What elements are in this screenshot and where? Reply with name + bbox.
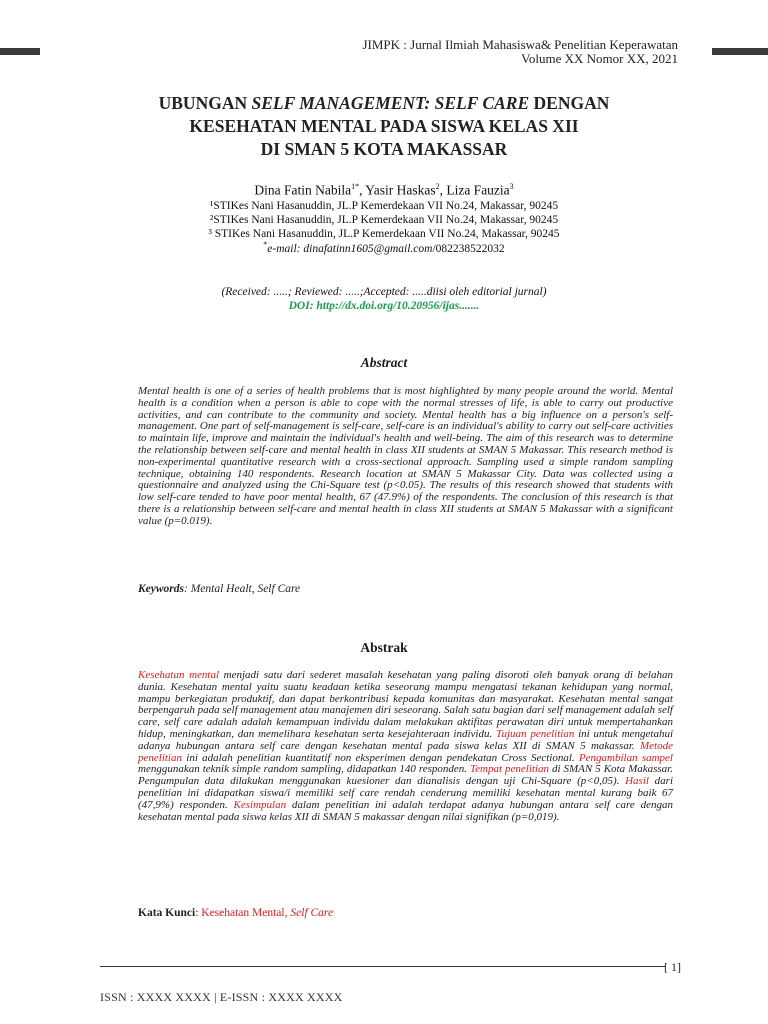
email-address: e-mail: dinafatinn1605@gmail.com — [267, 242, 433, 255]
title-line-1-end: DENGAN — [529, 93, 610, 113]
keywords-value: : Mental Healt, Self Care — [184, 583, 301, 595]
title-line-1-italic: SELF MANAGEMENT: SELF CARE — [251, 93, 530, 113]
title-line-2: KESEHATAN MENTAL PADA SISWA KELAS XII — [189, 116, 579, 136]
abstrak-body — [138, 670, 673, 823]
doi-link[interactable]: DOI: http://dx.doi.org/10.20956/ijas....... — [288, 300, 480, 312]
email-sup: * — [263, 240, 268, 249]
keywords-label: Keywords — [138, 583, 184, 595]
highlight-pengambilan-sampel: Pengambilan sampel — [578, 751, 673, 764]
abstrak-text-1: menjadi satu dari sederet masalah kesehatan yang paling disoroti oleh banyak orang di belahan dunia. Kesehatan mental yaitu suatu keadaan ketika seseorang mampu mengatasi tekanan kehidupan yang normal, mampu berkegiatan produktif, dan dapat berkontribusi kepada komunitas dan masyarakat. Kesehatan mental sangat berpengaruh pada self management atau manajemen diri seseorang. Salah satu bagian dari self management adalah self care, self care adalah adalah kemampuan individu dalam melakukan aktifitas perawatan diri untuk mempertahankan hidup, meningkatkan, dan memelihara kesehatan serta kesejahteraan individu. — [138, 669, 673, 740]
journal-name: JIMPK : Jurnal Ilmiah Mahasiswa& Penelitian Keperawatan — [362, 37, 678, 52]
highlight-tujuan-penelitian: Tujuan penelitian — [495, 727, 575, 740]
highlight-metode-penelitian: Metode penelitian — [138, 739, 673, 764]
author-list — [100, 182, 668, 199]
abstrak-text-6: dari penelitian ini didapatkan siswa/i memiliki self care rendah cenderung memiliki kesehatan mental kurang baik 67 (47,9%) responden. — [138, 775, 673, 811]
abstrak-heading: Abstrak — [360, 640, 408, 655]
abstrak-text-3: ini adalah penelitian kuantitatif non eksperimen dengan pendekatan Cross Sectional. — [182, 751, 579, 764]
kata-kunci-value: Kesehatan Mental, — [201, 907, 291, 919]
abstrak-text-4: menggunakan teknik simple random sampling, didapatkan 140 responden. — [138, 763, 471, 776]
author-2-sup: 2 — [435, 182, 440, 191]
footer-rule — [100, 966, 666, 967]
received-dates: (Received: .....; Reviewed: .....;Accepted: .....diisi oleh editorial jurnal) — [221, 286, 547, 298]
abstrak-text-7: dalam penelitian ini adalah terdapat adanya hubungan antara self care dengan kesehatan mental pada siswa kelas XII di SMAN 5 makassar dengan nilai signifikan (p=0,019). — [138, 798, 673, 823]
affiliation-3: ³ STIKes Nani Hasanuddin, JL.P Kemerdekaan VII No.24, Makassar, 90245 — [208, 228, 560, 240]
author-1: Dina Fatin Nabila — [254, 182, 352, 198]
author-2: , Yasir Haskas — [359, 182, 436, 198]
abstrak-text-2: ini untuk mengetahui adanya hubungan antara self care dengan kesehatan mental pada siswa kelas XII di SMAN 5 makassar. — [138, 727, 674, 752]
journal-volume: Volume XX Nomor XX, 2021 — [521, 51, 678, 66]
kata-kunci-value-italic: Self Care — [290, 907, 334, 919]
header-bar-left — [0, 48, 40, 55]
kata-kunci-label: Kata Kunci — [138, 907, 196, 919]
title-line-1-start: UBUNGAN — [158, 93, 252, 113]
title-line-3: DI SMAN 5 KOTA MAKASSAR — [260, 139, 508, 159]
abstract-body: Mental health is one of a series of health problems that is most highlighted by many people around the world. Mental health is a condition when a person is able to cope with the normal stresses of life, is able to carry out productive activities, and can contribute to the community and society. Mental health has a big influence on a person's self-management. One part of self-management is self-care, self-care is an individual's ability to carry out self-care activities to maintain life, improve and maintain the individual's health and well-being. The aim of this research was to determine the relationship between self-care and mental health in class XII students at SMAN 5 Makassar. This research method is non-experimental quantitative research with a cross-sectional approach. Sampling used a simple random sampling technique, obtaining 140 respondents. Research location at SMAN 5 Makassar City. Data was collected using a questionnaire and analyzed using the Chi-Square test (p<0.05). The results of this research showed that students with low self-care tended to have poor mental health, 67 (47.9%) of the respondents. The conclusion of this research is that there is a relationship between self-care and mental health in class XII students at SMAN 5 Makassar with a significant value (p=0.019). — [138, 385, 673, 527]
affiliation-2: ²STIKes Nani Hasanuddin, JL.P Kemerdekaan VII No.24, Makassar, 90245 — [209, 214, 559, 226]
abstrak-text-5: di SMAN 5 Kota Makassar. Pengumpulan data dilakukan menggunakan kuesioner dan dianalisis dengan uji Chi-Square (p<0,05). — [138, 763, 673, 788]
title-line-1 — [100, 92, 668, 115]
page-number: [ 1] — [664, 960, 681, 974]
abstract-keywords — [138, 583, 300, 595]
affiliation-1: ¹STIKes Nani Hasanuddin, JL.P Kemerdekaan VII No.24, Makassar, 90245 — [209, 200, 559, 212]
highlight-tempat-penelitian: Tempat penelitian — [470, 763, 549, 776]
journal-header — [362, 38, 678, 66]
abstract-heading: Abstract — [360, 355, 408, 370]
contact-email — [100, 240, 668, 255]
author-1-sup: 1* — [351, 182, 360, 191]
kata-kunci-colon: : — [195, 907, 202, 919]
highlight-kesimpulan: Kesimpulan — [233, 798, 287, 811]
kata-kunci — [138, 907, 333, 919]
email-phone: /082238522032 — [432, 242, 505, 255]
header-bar-right — [712, 48, 768, 55]
highlight-hasil: Hasil — [625, 775, 649, 788]
highlight-kesehatan-mental: Kesehatan mental — [138, 669, 220, 681]
issn-footer: ISSN : XXXX XXXX | E-ISSN : XXXX XXXX — [100, 990, 343, 1004]
author-3: , Liza Fauzia — [439, 182, 510, 198]
author-3-sup: 3 — [509, 182, 514, 191]
paper-title — [100, 92, 668, 161]
